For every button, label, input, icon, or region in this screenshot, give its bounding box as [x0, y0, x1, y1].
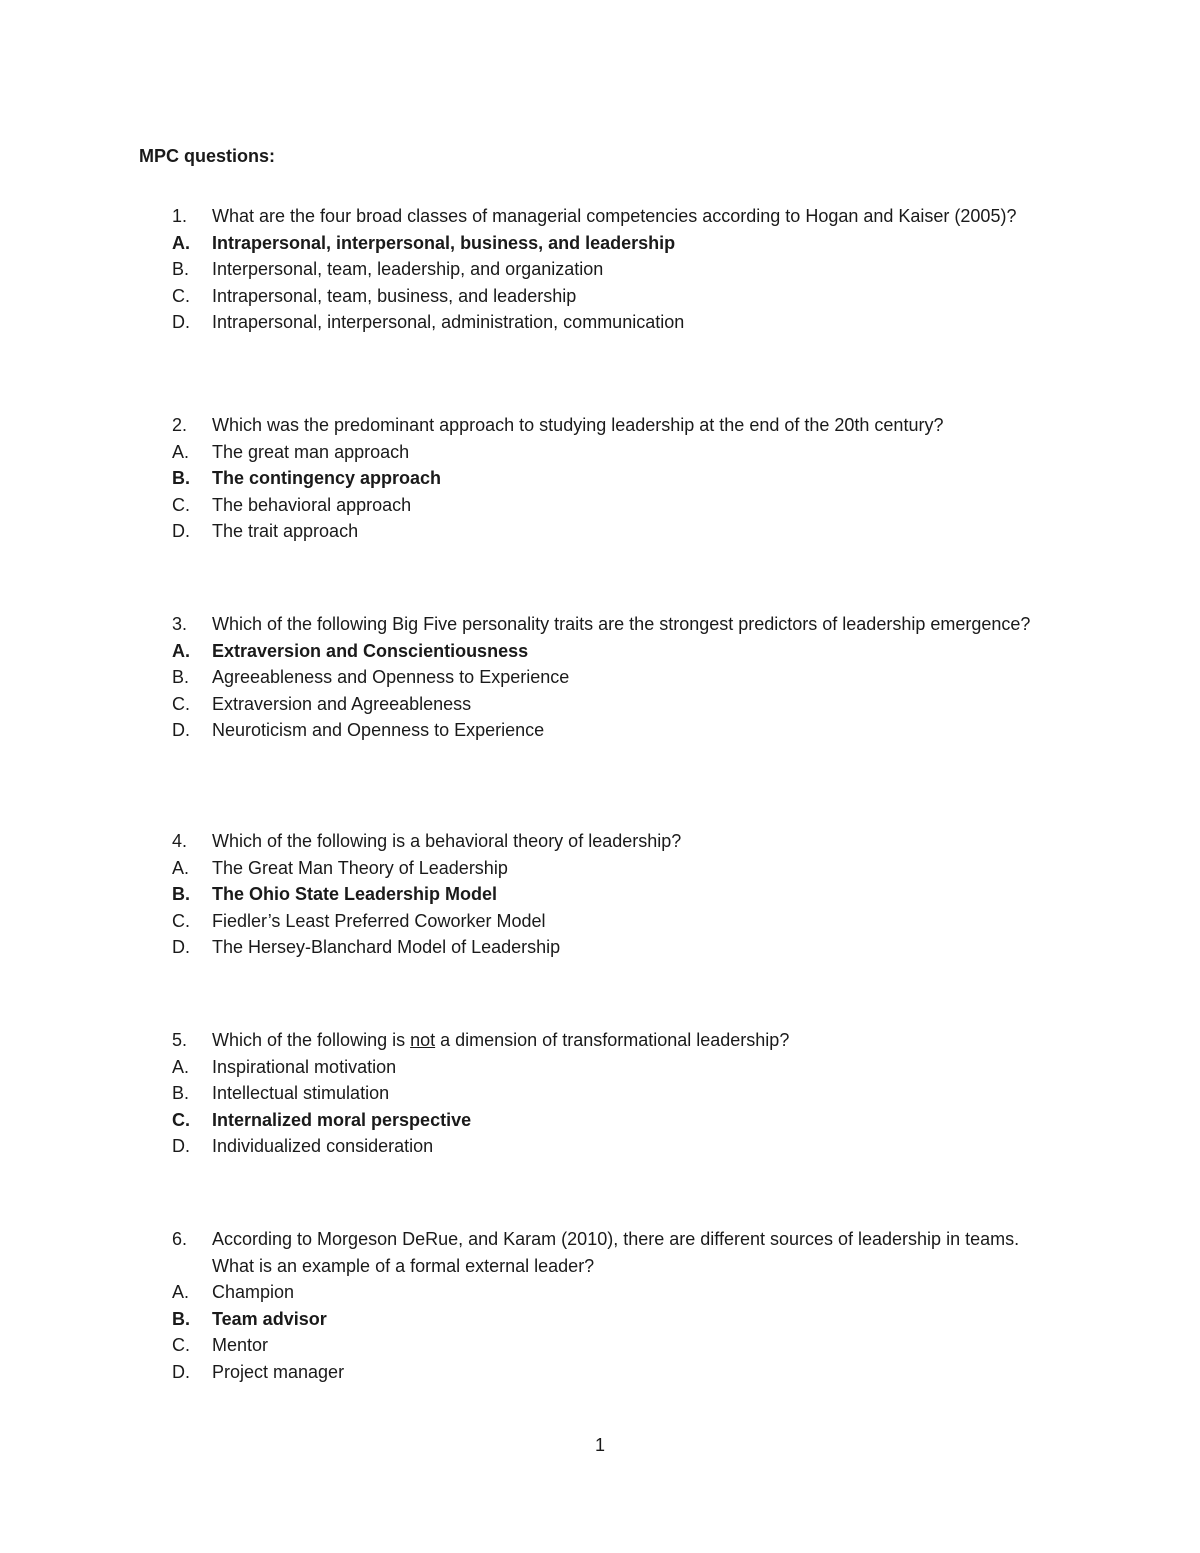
option-text: Intellectual stimulation	[212, 1083, 390, 1103]
option-text: The trait approach	[212, 521, 359, 541]
option-letter: D.	[172, 312, 190, 332]
option-letter: A.	[172, 232, 190, 253]
option-b	[172, 881, 1042, 908]
option-letter: A.	[172, 441, 190, 462]
question-text: Which was the predominant approach to studying leadership at the end of the 20th century?	[212, 415, 944, 435]
option-text: Extraversion and Conscientiousness	[212, 640, 529, 661]
question-text-underlined: not	[410, 1030, 436, 1050]
option-letter: D.	[172, 1361, 190, 1382]
option-text: The Hersey-Blanchard Model of Leadership	[212, 937, 561, 957]
option-a	[172, 638, 1042, 665]
option-text: The Ohio State Leadership Model	[212, 884, 498, 904]
question-number: 4.	[172, 831, 188, 851]
option-letter: D.	[172, 937, 190, 957]
question-stem	[172, 828, 1042, 855]
option-text: Intrapersonal, interpersonal, business, and leadership	[212, 232, 676, 253]
question-text: Which of the following Big Five personality traits are the strongest predictors of leadership emergence?	[212, 614, 1031, 634]
option-letter: B.	[172, 468, 190, 488]
option-text: Neuroticism and Openness to Experience	[212, 720, 545, 740]
option-c	[172, 1332, 1042, 1359]
option-b	[172, 256, 1042, 283]
option-a	[172, 230, 1042, 257]
option-letter: D.	[172, 521, 190, 541]
option-b	[172, 664, 1042, 691]
question-stem	[172, 412, 1042, 439]
option-text: Team advisor	[212, 1308, 327, 1329]
option-text: The Great Man Theory of Leadership	[212, 857, 508, 878]
option-text: Extraversion and Agreeableness	[212, 693, 472, 714]
option-letter: B.	[172, 1083, 190, 1103]
option-letter: B.	[172, 259, 190, 279]
page-number: 1	[594, 1435, 605, 1455]
option-b	[172, 1080, 1042, 1107]
option-c	[172, 1107, 1042, 1134]
option-text: Individualized consideration	[212, 1136, 434, 1156]
question-text-before: Which of the following is	[212, 1030, 411, 1050]
question-number: 2.	[172, 415, 188, 435]
question-stem	[172, 611, 1042, 638]
page-heading: MPC questions:	[139, 146, 276, 166]
option-text: The behavioral approach	[212, 494, 412, 515]
option-c	[172, 908, 1042, 935]
option-b	[172, 465, 1042, 492]
question-6	[172, 1226, 1042, 1385]
option-d	[172, 1133, 1042, 1160]
option-letter: B.	[172, 884, 190, 904]
option-letter: B.	[172, 1308, 190, 1329]
option-a	[172, 1279, 1042, 1306]
option-letter: C.	[172, 910, 190, 931]
question-1	[172, 203, 1042, 336]
option-a	[172, 439, 1042, 466]
option-letter: C.	[172, 693, 190, 714]
option-text: Mentor	[212, 1335, 269, 1355]
option-letter: A.	[172, 1056, 190, 1077]
question-2	[172, 412, 1042, 545]
option-d	[172, 717, 1042, 744]
option-letter: A.	[172, 1282, 190, 1302]
question-4	[172, 828, 1042, 961]
question-text	[212, 1027, 1042, 1054]
option-d	[172, 1359, 1042, 1386]
option-text: Intrapersonal, interpersonal, administration, communication	[212, 312, 685, 332]
option-text: Champion	[212, 1282, 295, 1302]
question-number: 3.	[172, 614, 188, 634]
option-letter: C.	[172, 285, 190, 306]
option-a	[172, 855, 1042, 882]
option-text: Internalized moral perspective	[212, 1109, 472, 1130]
option-text: Intrapersonal, team, business, and leadership	[212, 285, 577, 306]
option-c	[172, 283, 1042, 310]
option-d	[172, 934, 1042, 961]
option-b	[172, 1306, 1042, 1333]
option-c	[172, 691, 1042, 718]
option-letter: C.	[172, 1335, 190, 1355]
option-letter: B.	[172, 667, 190, 687]
question-text: According to Morgeson DeRue, and Karam (2010), there are different sources of leadership in teams. What is an example of a formal external leader?	[212, 1229, 1020, 1276]
question-3	[172, 611, 1042, 744]
option-letter: A.	[172, 857, 190, 878]
option-letter: D.	[172, 1136, 190, 1156]
question-number: 1.	[172, 206, 188, 226]
option-text: Interpersonal, team, leadership, and organization	[212, 259, 604, 279]
option-letter: A.	[172, 640, 190, 661]
option-c	[172, 492, 1042, 519]
option-d	[172, 309, 1042, 336]
option-text: Project manager	[212, 1361, 345, 1382]
question-stem	[172, 203, 1042, 230]
option-text: Inspirational motivation	[212, 1056, 397, 1077]
option-text: The great man approach	[212, 441, 410, 462]
question-stem	[172, 1027, 1042, 1054]
question-number: 5.	[172, 1030, 188, 1050]
option-letter: C.	[172, 1109, 190, 1130]
question-5	[172, 1027, 1042, 1160]
option-text: Agreeableness and Openness to Experience	[212, 667, 570, 687]
option-letter: C.	[172, 494, 190, 515]
question-text: What are the four broad classes of managerial competencies according to Hogan and Kaiser (2005)?	[212, 206, 1017, 226]
option-text: The contingency approach	[212, 468, 442, 488]
question-number: 6.	[172, 1229, 188, 1249]
question-text: Which of the following is a behavioral theory of leadership?	[212, 831, 682, 851]
question-text-after: a dimension of transformational leadership?	[435, 1030, 790, 1050]
question-stem	[172, 1226, 1042, 1279]
option-d	[172, 518, 1042, 545]
option-letter: D.	[172, 720, 190, 740]
option-text: Fiedler’s Least Preferred Coworker Model	[212, 910, 546, 931]
option-a	[172, 1054, 1042, 1081]
